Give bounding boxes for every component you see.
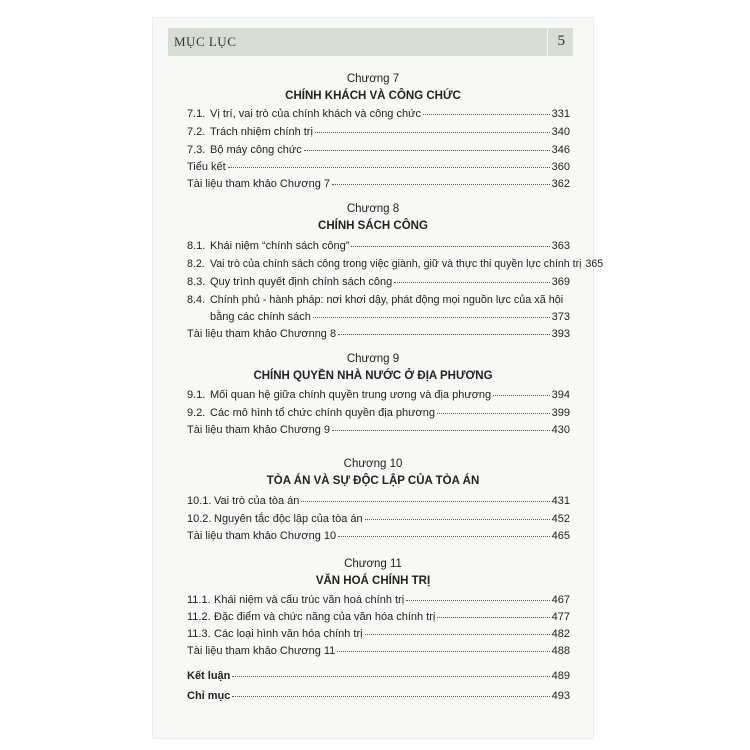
- entry-number: 11.1.: [187, 594, 211, 606]
- entry-page: 431: [551, 495, 570, 507]
- entry-page: 467: [551, 594, 570, 606]
- toc-entry: [187, 176, 570, 193]
- entry-number: 9.1.: [187, 389, 206, 401]
- entry-number: 11.3.: [187, 628, 211, 640]
- dot-leader: [394, 281, 549, 283]
- dot-leader: [332, 183, 550, 185]
- dot-leader: [315, 131, 550, 133]
- toc-entry: [187, 292, 570, 309]
- chapter-label: Chương 8: [346, 203, 400, 215]
- entry-number: 10.2.: [187, 513, 212, 525]
- toc-entry-conclusion: [187, 668, 570, 685]
- toc-entry: [187, 422, 570, 439]
- entry-text: Vai trò của tòa án: [214, 495, 300, 507]
- entry-page: 482: [551, 628, 570, 640]
- entry-page: 331: [551, 108, 570, 120]
- toc-entry-index: [187, 688, 570, 705]
- dot-leader: [437, 616, 549, 618]
- entry-text: Tài liệu tham khảo Chương 9: [187, 424, 330, 436]
- entry-text: Tài liệu tham khảo Chươnng 8: [187, 328, 337, 340]
- entry-text: Chỉ mục: [187, 690, 231, 702]
- dot-leader: [338, 333, 550, 335]
- toc-entry: [187, 142, 570, 159]
- chapter-10-heading: [153, 456, 593, 490]
- chapter-9-heading: [153, 351, 593, 385]
- entry-text: Kết luận: [187, 670, 231, 682]
- toc-entry: [187, 238, 570, 255]
- toc-entry: [187, 643, 570, 660]
- entry-page: 362: [551, 178, 570, 190]
- dot-leader: [351, 245, 549, 247]
- toc-entry: [187, 609, 570, 626]
- entry-text: Các loại hình văn hóa chính trị: [214, 628, 363, 640]
- dot-leader: [338, 535, 550, 537]
- entry-number: 10.1.: [187, 495, 212, 507]
- entry-text: bằng các chính sách: [210, 311, 311, 323]
- entry-page: 365: [585, 258, 604, 270]
- toc-entry: [187, 493, 570, 510]
- toc-entry: [187, 626, 570, 643]
- entry-text: Mối quan hệ giữa chính quyền trung ương và địa phương: [210, 389, 492, 401]
- chapter-title: VĂN HOÁ CHÍNH TRỊ: [315, 575, 431, 587]
- entry-number: 7.3.: [187, 144, 206, 156]
- toc-entry: [187, 511, 570, 528]
- toc-entry: [187, 106, 570, 123]
- entry-text: Trách nhiệm chính trị: [210, 126, 313, 138]
- dot-leader: [437, 412, 550, 414]
- dot-leader: [365, 518, 550, 520]
- entry-text: Khái niệm “chính sách công”: [210, 240, 350, 252]
- toc-entry: [187, 387, 570, 404]
- entry-text: Đặc điểm và chức năng của văn hóa chính trị: [214, 611, 436, 623]
- entry-page: 488: [551, 645, 570, 657]
- entry-text: Khái niệm và cấu trúc văn hoá chính trị: [214, 594, 405, 606]
- entry-page: 465: [551, 530, 570, 542]
- entry-number: 8.3.: [187, 276, 206, 288]
- toc-entry: [187, 405, 570, 422]
- entry-number: 11.2.: [187, 611, 211, 623]
- toc-entry-continued: [187, 309, 570, 326]
- entry-text: Quy trình quyết định chính sách công: [210, 276, 393, 288]
- entry-text: Tài liệu tham khảo Chương 10: [187, 530, 337, 542]
- toc-entry: [187, 592, 570, 609]
- chapter-8-heading: [153, 201, 593, 235]
- entry-number: 7.2.: [187, 126, 206, 138]
- entry-text: Tài liệu tham khảo Chương 7: [187, 178, 330, 190]
- entry-text: Bộ máy công chức: [210, 144, 302, 156]
- entry-text: Vị trí, vai trò của chính khách và công chức: [210, 108, 421, 120]
- dot-leader: [406, 599, 549, 601]
- header-divider: [547, 28, 548, 56]
- dot-leader: [337, 650, 549, 652]
- entry-page: 493: [551, 690, 570, 702]
- toc-entry: [187, 124, 570, 141]
- entry-page: 360: [551, 161, 570, 173]
- entry-page: 340: [551, 126, 570, 138]
- chapter-label: Chương 7: [346, 73, 400, 85]
- entry-number: 9.2.: [187, 407, 206, 419]
- entry-page: 430: [551, 424, 570, 436]
- header-title: MỤC LỤC: [174, 34, 237, 49]
- entry-number: 7.1.: [187, 108, 206, 120]
- dot-leader: [423, 113, 550, 115]
- chapter-label: Chương 10: [343, 458, 403, 470]
- entry-page: 489: [551, 670, 570, 682]
- running-header: [168, 28, 573, 56]
- chapter-title: CHÍNH KHÁCH VÀ CÔNG CHỨC: [285, 90, 461, 102]
- dot-leader: [365, 633, 550, 635]
- chapter-title: TÒA ÁN VÀ SỰ ĐỘC LẬP CỦA TÒA ÁN: [266, 475, 480, 487]
- entry-number: 8.4.: [187, 294, 206, 306]
- entry-text: Chính phủ - hành pháp: nơi khơi dậy, phát động mọi nguồn lực của xã hội: [210, 294, 564, 306]
- entry-text: Các mô hình tổ chức chính quyền địa phương: [210, 407, 435, 419]
- toc-entry: [187, 256, 604, 273]
- entry-page: 373: [551, 311, 570, 323]
- entry-page: 394: [551, 389, 570, 401]
- entry-page: 369: [551, 276, 570, 288]
- entry-page: 393: [551, 328, 570, 340]
- entry-number: 8.1.: [187, 240, 206, 252]
- chapter-7-heading: [153, 71, 593, 105]
- chapter-title: CHÍNH SÁCH CÔNG: [318, 220, 428, 232]
- chapter-label: Chương 9: [346, 353, 400, 365]
- dot-leader: [232, 675, 549, 677]
- entry-page: 346: [551, 144, 570, 156]
- dot-leader: [493, 394, 549, 396]
- entry-page: 363: [551, 240, 570, 252]
- dot-leader: [332, 429, 550, 431]
- entry-page: 399: [551, 407, 570, 419]
- chapter-title: CHÍNH QUYỀN NHÀ NƯỚC Ở ĐỊA PHƯƠNG: [253, 370, 493, 382]
- entry-page: 452: [551, 513, 570, 525]
- toc-entry: [187, 274, 570, 291]
- chapter-11-heading: [153, 556, 593, 590]
- dot-leader: [304, 149, 550, 151]
- toc-entry: [187, 159, 570, 176]
- dot-leader: [228, 166, 550, 168]
- page-number: 5: [557, 33, 565, 49]
- entry-text: Tài liệu tham khảo Chương 11: [187, 645, 336, 657]
- toc-entry: [187, 326, 570, 343]
- book-page: [153, 18, 604, 738]
- dot-leader: [232, 695, 549, 697]
- entry-page: 477: [551, 611, 570, 623]
- dot-leader: [301, 500, 549, 502]
- dot-leader: [313, 316, 550, 318]
- entry-text: Tiểu kết: [187, 161, 226, 173]
- chapter-label: Chương 11: [344, 558, 402, 570]
- entry-number: 8.2.: [187, 258, 205, 270]
- toc-entry: [187, 528, 570, 545]
- entry-text: Vai trò của chính sách công trong việc giành, giữ và thực thi quyền lực chính trị: [210, 258, 582, 270]
- entry-text: Nguyên tắc độc lập của tòa án: [214, 513, 363, 525]
